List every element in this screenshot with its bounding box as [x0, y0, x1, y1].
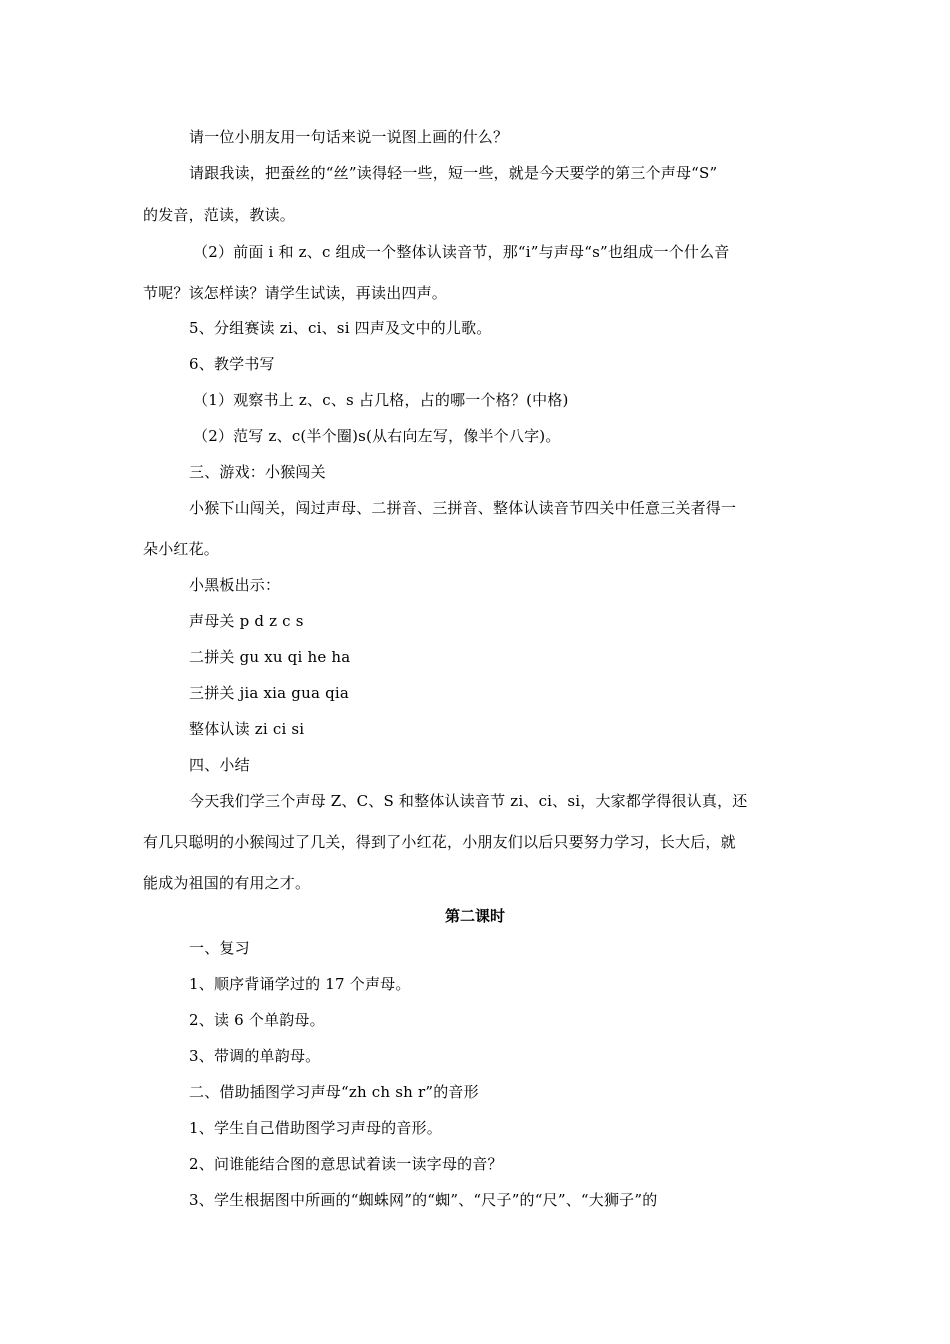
paragraph-line: 请跟我读，把蚕丝的“丝”读得轻一些，短一些，就是今天要学的第三个声母“S” — [189, 164, 718, 182]
paragraph-line: 3、学生根据图中所画的“蜘蛛网”的“蜘”、“尺子”的“尺”、“大狮子”的 — [189, 1191, 658, 1209]
paragraph-line: 2、读 6 个单韵母。 — [189, 1011, 325, 1029]
paragraph-line: （2）前面 i 和 z、c 组成一个整体认读音节，那“i”与声母“s”也组成一个什么音 — [193, 243, 730, 261]
section-line: 二、借助插图学习声母“zh ch sh r”的音形 — [189, 1083, 479, 1101]
paragraph-line: 有几只聪明的小猴闯过了几关，得到了小红花，小朋友们以后只要努力学习，长大后，就 — [143, 833, 736, 851]
paragraph-line: 能成为祖国的有用之才。 — [143, 874, 311, 892]
section-line: 四、小结 — [189, 756, 250, 774]
paragraph-line: 三拼关 jia xia gua qia — [189, 684, 350, 702]
paragraph-line: 5、分组赛读 zi、ci、si 四声及文中的儿歌。 — [189, 319, 492, 337]
paragraph-line: 小黑板出示： — [189, 576, 281, 594]
paragraph-line: 1、顺序背诵学过的 17 个声母。 — [189, 975, 411, 993]
paragraph-line: 二拼关 gu xu qi he ha — [189, 648, 351, 666]
section-line: 一、复习 — [189, 939, 250, 957]
paragraph-line: （2）范写 z、c(半个圈)s(从右向左写，像半个八字)。 — [193, 427, 561, 445]
section-line: 三、游戏：小猴闯关 — [189, 463, 326, 481]
paragraph-line: 的发音，范读，教读。 — [143, 206, 296, 224]
paragraph-line: 1、学生自己借助图学习声母的音形。 — [189, 1119, 442, 1137]
paragraph-line: 整体认读 zi ci si — [189, 720, 305, 738]
paragraph-line: 3、带调的单韵母。 — [189, 1047, 321, 1065]
paragraph-line: 今天我们学三个声母 Z、C、S 和整体认读音节 zi、ci、si，大家都学得很认真，还 — [189, 792, 748, 810]
paragraph-line: 2、问谁能结合图的意思试着读一读字母的音？ — [189, 1155, 503, 1173]
paragraph-line: 小猴下山闯关，闯过声母、二拼音、三拼音、整体认读音节四关中任意三关者得一 — [189, 499, 737, 517]
paragraph-line: （1）观察书上 z、c、s 占几格，占的哪一个格？(中格) — [193, 391, 569, 409]
paragraph-line: 请一位小朋友用一句话来说一说图上画的什么？ — [189, 128, 509, 146]
paragraph-line: 节呢？该怎样读？请学生试读，再读出四声。 — [143, 284, 448, 302]
section-line: 6、教学书写 — [189, 355, 275, 373]
paragraph-line: 声母关 p d z c s — [189, 612, 304, 630]
section-heading: 第二课时 — [444, 907, 505, 925]
paragraph-line: 朵小红花。 — [143, 540, 220, 558]
